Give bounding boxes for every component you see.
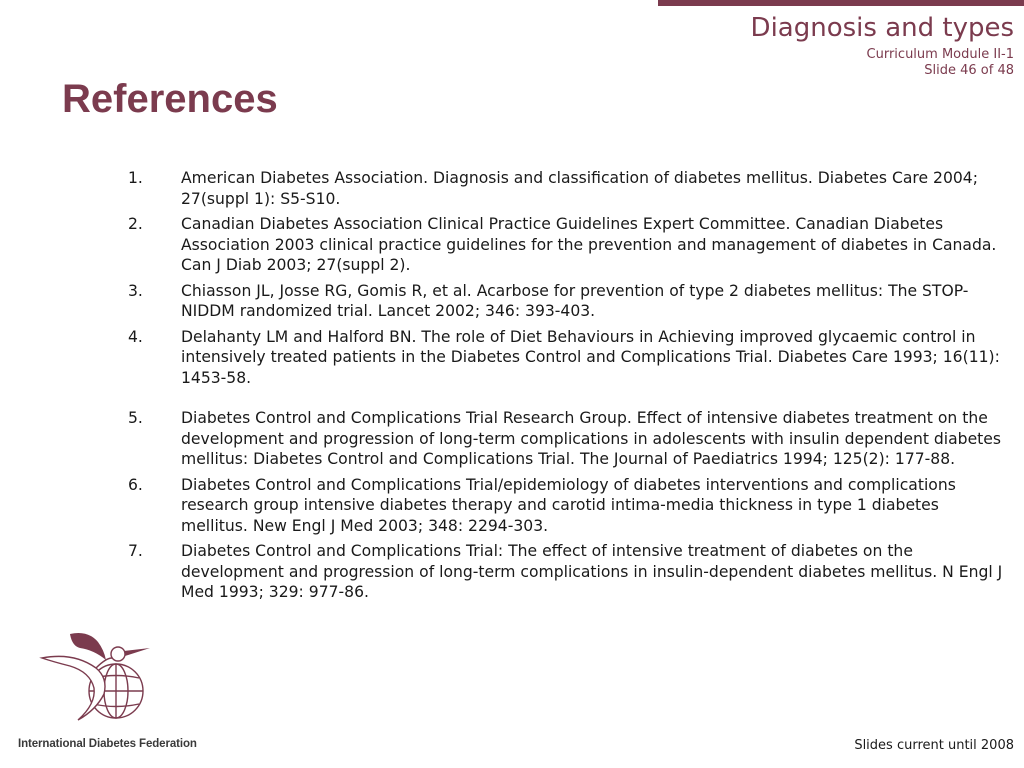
reference-number: 2. <box>128 215 143 233</box>
reference-item <box>128 408 1003 470</box>
reference-number: 6. <box>128 475 143 494</box>
reference-item <box>128 281 1003 322</box>
curriculum-module: Curriculum Module II-1 <box>866 47 1014 62</box>
reference-text: Diabetes Control and Complications Trial/epidemiology of diabetes interventions and complications research group intensive diabetes therapy and carotid intima-media thickness in type 1 diabetes mellitus. New Engl J Med 2003; 348: 2294-303. <box>181 475 956 535</box>
footer-note: Slides current until 2008 <box>854 738 1014 753</box>
hummingbird-globe-icon <box>34 628 156 726</box>
reference-list <box>128 168 1003 608</box>
reference-number: 1. <box>128 169 143 187</box>
header-accent-bar <box>658 0 1024 6</box>
reference-item <box>128 214 1003 276</box>
reference-item <box>128 475 1003 537</box>
slide-number: Slide 46 of 48 <box>924 63 1014 78</box>
reference-number: 3. <box>128 281 143 300</box>
reference-item <box>128 327 1003 389</box>
page-title: References <box>62 77 278 121</box>
reference-text: Diabetes Control and Complications Trial Research Group. Effect of intensive diabetes treatment on the development and progression of long-term complications in adolescents with insulin dependent diabetes mellitus: Diabetes Control and Complications Trial. The Journal of Paediatrics 1994; 125(2): 177-88. <box>181 409 1002 468</box>
reference-text: Diabetes Control and Complications Trial: The effect of intensive treatment of diabetes on the development and progression of long-term complications in insulin-dependent diabetes mellitus. N Engl J Med 1993; 329: 977-86. <box>181 542 1003 601</box>
organization-name: International Diabetes Federation <box>18 738 197 750</box>
presentation-title: Diagnosis and types <box>750 13 1014 43</box>
reference-text: American Diabetes Association. Diagnosis and classification of diabetes mellitus. Diabetes Care 2004; 27(suppl 1): S5-S10. <box>181 169 978 208</box>
reference-number: 4. <box>128 327 143 346</box>
reference-number: 5. <box>128 409 143 427</box>
reference-text: Delahanty LM and Halford BN. The role of Diet Behaviours in Achieving improved glycaemic control in intensively treated patients in the Diabetes Control and Complications Trial. Diabetes Care 1993; 16(11): 1453-58. <box>181 327 1000 387</box>
reference-item <box>128 168 1003 209</box>
reference-number: 7. <box>128 542 143 560</box>
reference-item <box>128 541 1003 603</box>
reference-text: Canadian Diabetes Association Clinical Practice Guidelines Expert Committee. Canadian Diabetes Association 2003 clinical practice guidelines for the prevention and management of diabetes in Canada. Can J Diab 2003; 27(suppl 2). <box>181 215 997 274</box>
reference-text: Chiasson JL, Josse RG, Gomis R, et al. Acarbose for prevention of type 2 diabetes mellitus: The STOP-NIDDM randomized trial. Lancet 2002; 346: 393-403. <box>181 281 969 320</box>
